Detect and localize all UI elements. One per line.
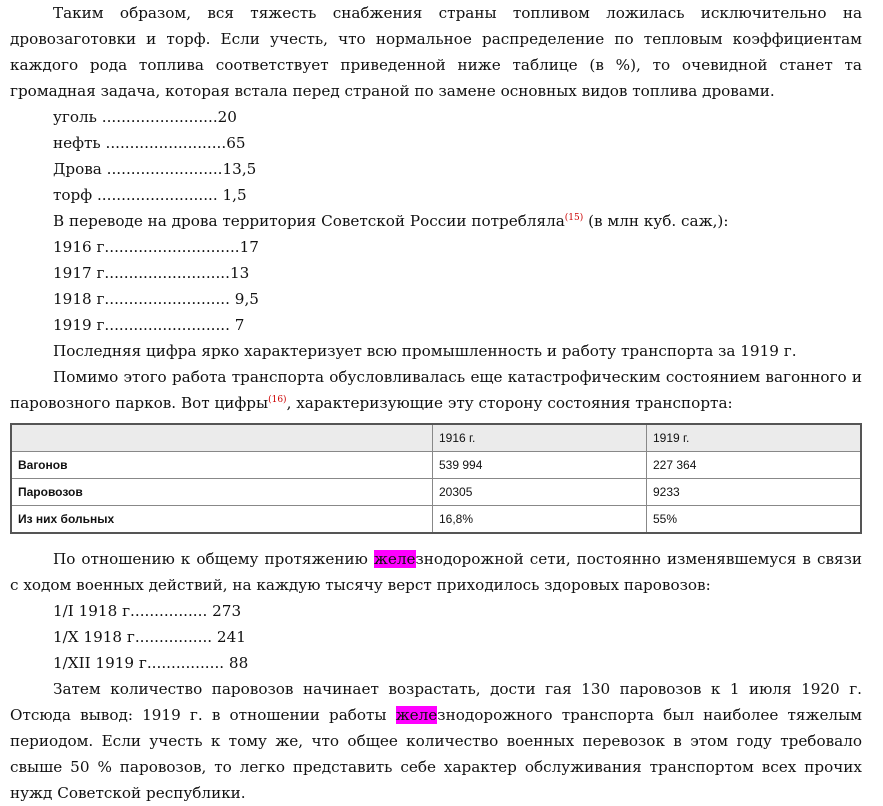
table-row: [11, 506, 861, 534]
paragraph: [10, 364, 862, 416]
table-cell: [11, 424, 433, 452]
table-cell: Из них больных: [11, 506, 433, 534]
search-highlight: желе: [373, 550, 416, 568]
table-cell: 9233: [647, 479, 862, 506]
paragraph: [10, 676, 862, 806]
list-item: 1918 г.......................... 9,5: [53, 290, 259, 308]
list-item: 1917 г..........................13: [53, 264, 250, 282]
text: Затем количество паровозов начинает возрастать, дости гая 130 паровозов к 1 июля 1920 г. Отсюда вывод: 1919 г. в отношении работы: [10, 680, 862, 724]
list-item: торф ......................... 1,5: [53, 186, 247, 204]
list-item: 1/X 1918 г................ 241: [53, 628, 246, 646]
list-item: Дрова ........................13,5: [53, 160, 257, 178]
footnote-link[interactable]: (16): [268, 395, 287, 405]
text: (в млн куб. саж,):: [583, 212, 729, 230]
table-cell: 55%: [647, 506, 862, 534]
table-cell: 20305: [433, 479, 647, 506]
paragraph: [10, 208, 862, 234]
text: знодорожной сети, постоянно изменявшемуся в связи с ходом военных действий, на каждую тысячу верст приходилось здоровых паровозов:: [10, 550, 863, 594]
table-cell: 227 364: [647, 452, 862, 479]
list-item: 1919 г.......................... 7: [53, 316, 245, 334]
text: Помимо этого работа транспорта обусловливалась еще катастрофическим состоянием вагонного и паровозного парков. Вот цифры: [10, 368, 862, 412]
search-highlight: желе: [395, 706, 438, 724]
table-row: [11, 479, 861, 506]
table-cell: 539 994: [433, 452, 647, 479]
list-item: уголь ........................20: [53, 108, 237, 126]
text: В переводе на дрова территория Советской России потребляла: [53, 212, 565, 230]
text: знодорожного транспорта был наиболее тяжелым периодом. Если учесть к тому же, что общее количество военных перевозок в этом году требовало свыше 50 % паровозов, то легко представить себе характер обслуживания транспортом всех прочих нужд Советской республики.: [10, 706, 862, 802]
transport-table: [10, 423, 862, 534]
paragraph: [10, 546, 862, 598]
table-header-row: [11, 424, 861, 452]
list-item: 1/I 1918 г................ 273: [53, 602, 242, 620]
list-item: 1916 г............................17: [53, 238, 259, 256]
table-cell: 16,8%: [433, 506, 647, 534]
table-cell: Паровозов: [11, 479, 433, 506]
footnote-link[interactable]: (15): [564, 213, 584, 223]
table-cell: Вагонов: [11, 452, 433, 479]
table-cell: 1919 г.: [647, 424, 862, 452]
list-item: 1/XII 1919 г................ 88: [53, 654, 249, 672]
document-page: [10, 0, 862, 806]
paragraph: Таким образом, вся тяжесть снабжения страны топливом ложилась исключительно на дровозаготовки и торф. Если учесть, что нормальное распределение по тепловым коэффициентам каждого рода топлива соответствует приведенной ниже таблице (в %), то очевидной станет та громадная задача, которая встала перед страной по замене основных видов топлива дровами.: [10, 4, 862, 100]
table-row: [11, 452, 861, 479]
table-cell: 1916 г.: [433, 424, 647, 452]
text: По отношению к общему протяжению: [53, 550, 374, 568]
paragraph: Последняя цифра ярко характеризует всю промышленность и работу транспорта за 1919 г.: [53, 342, 797, 360]
text: , характеризующие эту сторону состояния транспорта:: [286, 394, 733, 412]
list-item: нефть .........................65: [53, 134, 246, 152]
